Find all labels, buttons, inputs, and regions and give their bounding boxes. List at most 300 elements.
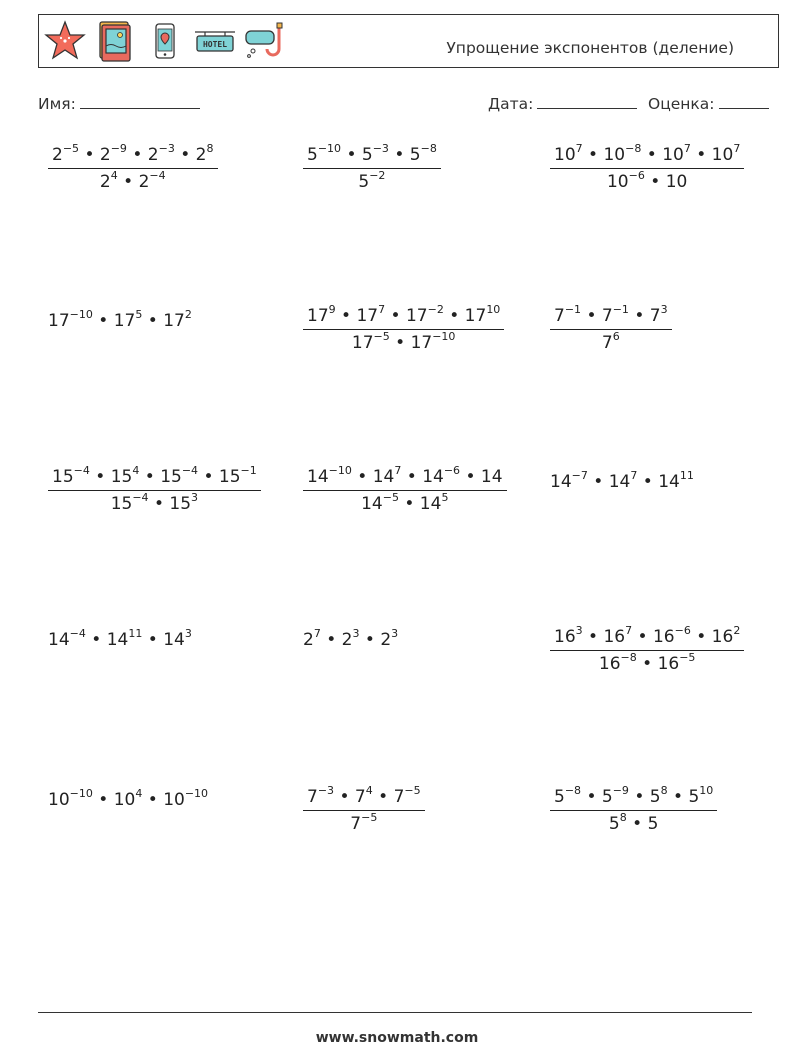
exponent: −4 [69, 627, 86, 640]
exponent: −6 [628, 169, 645, 182]
base: 10 [554, 145, 576, 165]
power-term [554, 624, 583, 647]
name-field [38, 95, 200, 113]
power-term [106, 627, 143, 650]
power-term [380, 627, 399, 650]
power-term [110, 491, 149, 514]
base: 14 [48, 630, 70, 650]
power-term [163, 627, 192, 650]
base: 10 [113, 790, 136, 810]
exponent: −3 [372, 142, 389, 155]
power-term [48, 308, 93, 331]
exponent: −5 [361, 811, 378, 824]
denominator [303, 491, 507, 514]
base: 10 [662, 145, 684, 165]
base: 14 [422, 467, 444, 487]
base: 14 [419, 494, 442, 514]
power-term [350, 811, 378, 834]
base: 15 [218, 467, 241, 487]
starfish-icon [43, 19, 87, 63]
multiply-dot: • [587, 472, 609, 492]
fraction [303, 464, 507, 514]
multiply-dot: • [142, 790, 164, 810]
multiply-dot: • [79, 145, 100, 165]
product-expression [48, 787, 209, 810]
denominator [550, 330, 672, 353]
power-term [361, 491, 399, 514]
multiply-dot: • [372, 787, 394, 807]
exponent: −1 [612, 303, 629, 316]
exponent: 4 [135, 787, 143, 800]
multiply-dot: • [359, 630, 381, 650]
exponent: −8 [625, 142, 642, 155]
fraction [303, 142, 441, 192]
power-term [464, 303, 501, 326]
base: 16 [657, 654, 680, 674]
exponent: 3 [660, 303, 668, 316]
footer-divider [38, 1012, 752, 1013]
base: 5 [647, 814, 659, 834]
base: 5 [649, 787, 661, 807]
exponent: 7 [630, 469, 638, 482]
denominator [550, 169, 744, 192]
base: 5 [554, 787, 565, 807]
exponent: −9 [612, 784, 629, 797]
multiply-dot: • [644, 172, 666, 192]
name-label: Имя: [38, 95, 76, 113]
exponent: −8 [620, 651, 637, 664]
multiply-dot: • [628, 306, 650, 326]
multiply-dot: • [142, 311, 164, 331]
power-term [372, 464, 402, 487]
power-term [608, 469, 638, 492]
power-term [307, 784, 335, 807]
power-term [356, 303, 386, 326]
multiply-dot: • [690, 627, 712, 647]
fraction [48, 142, 218, 192]
denominator [303, 330, 504, 353]
multiply-dot: • [389, 333, 411, 353]
multiply-dot: • [174, 145, 196, 165]
multiply-dot: • [142, 630, 164, 650]
exponent: −9 [110, 142, 127, 155]
postcards-icon [93, 19, 137, 63]
exponent: −10 [184, 787, 209, 800]
problem-4 [48, 308, 192, 331]
multiply-dot: • [581, 306, 602, 326]
base: 5 [358, 172, 370, 192]
multiply-dot: • [92, 790, 114, 810]
exponent: 9 [328, 303, 336, 316]
denominator [303, 811, 425, 834]
problem-1 [48, 142, 218, 192]
power-term [409, 142, 437, 165]
multiply-dot: • [117, 172, 139, 192]
problem-8 [303, 464, 507, 514]
exponent: 4 [132, 464, 140, 477]
numerator [550, 624, 744, 651]
exponent: −5 [404, 784, 421, 797]
base: 14 [658, 472, 680, 492]
multiply-dot: • [460, 467, 481, 487]
base: 2 [99, 145, 111, 165]
exponent: 3 [191, 491, 199, 504]
power-term [608, 811, 627, 834]
exponent: −10 [317, 142, 342, 155]
fraction [550, 624, 744, 674]
base: 17 [113, 311, 136, 331]
numerator [303, 303, 504, 330]
multiply-dot: • [85, 630, 107, 650]
fraction [550, 784, 717, 834]
base: 7 [354, 787, 366, 807]
base: 17 [48, 311, 70, 331]
exponent: −4 [73, 464, 90, 477]
base: 7 [350, 814, 362, 834]
power-term [110, 464, 140, 487]
exponent: 7 [733, 142, 741, 155]
exponent: 3 [352, 627, 360, 640]
exponent: −4 [132, 491, 149, 504]
power-term [307, 142, 342, 165]
problem-9 [550, 469, 694, 492]
grade-field [648, 95, 769, 113]
power-term [99, 142, 127, 165]
power-term [160, 464, 199, 487]
product-expression [303, 627, 399, 650]
exponent: −7 [571, 469, 588, 482]
multiply-dot: • [334, 787, 355, 807]
power-term [341, 627, 360, 650]
base: 14 [307, 467, 329, 487]
exponent: 7 [683, 142, 691, 155]
base: 5 [307, 145, 318, 165]
problem-7 [48, 464, 261, 514]
base: 2 [303, 630, 314, 650]
numerator [550, 303, 672, 330]
exponent: −4 [149, 169, 166, 182]
base: 16 [598, 654, 621, 674]
multiply-dot: • [626, 814, 648, 834]
power-term [405, 303, 444, 326]
power-term [303, 627, 321, 650]
base: 14 [163, 630, 185, 650]
numerator [303, 464, 507, 491]
multiply-dot: • [351, 467, 373, 487]
power-term [422, 464, 461, 487]
power-term [601, 330, 620, 353]
base: 14 [106, 630, 129, 650]
multiply-dot: • [320, 630, 342, 650]
base: 7 [307, 787, 318, 807]
exponent: 10 [699, 784, 714, 797]
multiply-dot: • [335, 306, 357, 326]
exponent: 3 [575, 624, 583, 637]
fraction [550, 142, 744, 192]
fraction [303, 784, 425, 834]
base: 17 [163, 311, 185, 331]
power-term [711, 142, 741, 165]
worksheet-title: Упрощение экспонентов (деление) [446, 39, 734, 57]
power-term [649, 303, 668, 326]
power-term [48, 627, 86, 650]
multiply-dot: • [388, 145, 410, 165]
power-term [554, 784, 582, 807]
base: 5 [608, 814, 620, 834]
denominator [48, 169, 218, 192]
base: 17 [405, 306, 428, 326]
exponent: 5 [135, 308, 143, 321]
base: 15 [52, 467, 74, 487]
power-term [662, 142, 691, 165]
base: 17 [351, 333, 374, 353]
power-term [603, 142, 642, 165]
exponent: 2 [184, 308, 192, 321]
fraction [303, 303, 504, 353]
power-term [99, 169, 118, 192]
exponent: −5 [382, 491, 399, 504]
power-term [550, 469, 588, 492]
multiply-dot: • [636, 654, 658, 674]
multiply-dot: • [637, 472, 659, 492]
date-blank[interactable] [537, 95, 637, 109]
power-term [393, 784, 421, 807]
power-term [648, 814, 659, 834]
fraction [48, 464, 261, 514]
multiply-dot: • [581, 787, 602, 807]
problem-13 [48, 787, 209, 810]
base: 16 [554, 627, 576, 647]
power-term [419, 491, 449, 514]
date-field [488, 95, 637, 113]
exponent: 11 [128, 627, 143, 640]
worksheet-header [38, 14, 779, 68]
footer-url: www.snowmath.com [315, 1030, 479, 1046]
exponent: −10 [328, 464, 352, 477]
problem-15 [550, 784, 717, 834]
multiply-dot: • [89, 467, 111, 487]
header-icons [43, 19, 287, 63]
fraction [550, 303, 672, 353]
exponent: −8 [564, 784, 582, 797]
problem-5 [303, 303, 504, 353]
product-expression [550, 469, 694, 492]
base: 14 [480, 467, 503, 487]
power-term [711, 624, 741, 647]
base: 2 [52, 145, 63, 165]
exponent: 7 [394, 464, 402, 477]
exponent: −3 [317, 784, 335, 797]
base: 2 [341, 630, 353, 650]
power-term [598, 651, 637, 674]
grade-label: Оценка: [648, 95, 715, 113]
power-term [351, 330, 390, 353]
exponent: −4 [181, 464, 199, 477]
exponent: 7 [378, 303, 386, 316]
power-term [354, 784, 373, 807]
base: 16 [603, 627, 626, 647]
power-term [554, 142, 583, 165]
exponent: 3 [184, 627, 192, 640]
power-term [163, 787, 209, 810]
numerator [303, 142, 441, 169]
base: 7 [554, 306, 565, 326]
phone-location-icon [143, 19, 187, 63]
exponent: −5 [373, 330, 390, 343]
multiply-dot: • [582, 145, 604, 165]
power-term [113, 787, 143, 810]
power-term [361, 142, 389, 165]
exponent: −2 [369, 169, 386, 182]
exponent: 8 [660, 784, 668, 797]
exponent: −10 [432, 330, 456, 343]
numerator [550, 784, 717, 811]
base: 17 [356, 306, 379, 326]
base: 10 [665, 172, 688, 192]
base: 15 [110, 467, 133, 487]
snorkel-mask-icon [243, 19, 287, 63]
base: 14 [372, 467, 395, 487]
product-expression [48, 308, 192, 331]
exponent: −8 [420, 142, 437, 155]
base: 5 [601, 787, 613, 807]
grade-blank[interactable] [719, 95, 769, 109]
power-term [138, 169, 166, 192]
exponent: 6 [612, 330, 620, 343]
power-term [307, 303, 336, 326]
multiply-dot: • [385, 306, 406, 326]
exponent: 10 [486, 303, 501, 316]
exponent: 7 [575, 142, 583, 155]
denominator [48, 491, 261, 514]
exponent: −10 [69, 308, 93, 321]
base: 7 [601, 333, 613, 353]
multiply-dot: • [341, 145, 362, 165]
exponent: 4 [110, 169, 118, 182]
base: 5 [688, 787, 700, 807]
base: 17 [464, 306, 487, 326]
power-term [169, 491, 199, 514]
power-term [307, 464, 352, 487]
exponent: 11 [679, 469, 694, 482]
multiply-dot: • [126, 145, 148, 165]
base: 7 [601, 306, 613, 326]
svg-text:HOTEL: HOTEL [202, 40, 228, 49]
exponent: 5 [441, 491, 449, 504]
exponent: −6 [674, 624, 691, 637]
numerator [550, 142, 744, 169]
power-term [195, 142, 214, 165]
power-term [658, 469, 694, 492]
multiply-dot: • [582, 627, 604, 647]
base: 14 [550, 472, 572, 492]
power-term [147, 142, 175, 165]
hotel-sign-icon [193, 19, 237, 63]
base: 16 [652, 627, 675, 647]
numerator [48, 464, 261, 491]
multiply-dot: • [401, 467, 423, 487]
denominator [550, 651, 744, 674]
base: 14 [361, 494, 383, 514]
exponent: 8 [206, 142, 214, 155]
power-term [410, 330, 456, 353]
power-term [218, 464, 257, 487]
problem-11 [303, 627, 399, 650]
base: 17 [307, 306, 329, 326]
multiply-dot: • [632, 627, 653, 647]
base: 2 [380, 630, 392, 650]
exponent: −1 [240, 464, 257, 477]
base: 7 [649, 306, 661, 326]
power-term [657, 651, 696, 674]
power-term [666, 172, 688, 192]
power-term [601, 303, 629, 326]
base: 2 [138, 172, 150, 192]
multiply-dot: • [398, 494, 420, 514]
product-expression [48, 627, 192, 650]
problem-2 [303, 142, 441, 192]
base: 5 [409, 145, 421, 165]
multiply-dot: • [628, 787, 650, 807]
exponent: −2 [427, 303, 444, 316]
name-blank[interactable] [80, 95, 200, 109]
date-label: Дата: [488, 95, 534, 113]
base: 2 [99, 172, 111, 192]
denominator [303, 169, 441, 192]
multiply-dot: • [443, 306, 465, 326]
exponent: 2 [733, 624, 741, 637]
denominator [550, 811, 717, 834]
power-term [113, 308, 143, 331]
base: 10 [606, 172, 629, 192]
base: 14 [608, 472, 631, 492]
base: 16 [711, 627, 734, 647]
multiply-dot: • [92, 311, 114, 331]
power-term [601, 784, 629, 807]
exponent: 7 [625, 624, 633, 637]
power-term [554, 303, 582, 326]
exponent: −1 [564, 303, 582, 316]
exponent: 3 [391, 627, 399, 640]
base: 5 [361, 145, 373, 165]
multiply-dot: • [139, 467, 161, 487]
problem-12 [550, 624, 744, 674]
multiply-dot: • [148, 494, 170, 514]
power-term [52, 464, 90, 487]
power-term [603, 624, 633, 647]
base: 2 [147, 145, 159, 165]
power-term [606, 169, 645, 192]
exponent: −5 [679, 651, 696, 664]
exponent: 8 [619, 811, 627, 824]
exponent: −6 [443, 464, 461, 477]
base: 10 [163, 790, 185, 810]
exponent: −10 [69, 787, 93, 800]
power-term [652, 624, 691, 647]
problem-6 [550, 303, 672, 353]
power-term [481, 467, 503, 487]
base: 2 [195, 145, 207, 165]
problem-14 [303, 784, 425, 834]
base: 15 [169, 494, 192, 514]
multiply-dot: • [198, 467, 219, 487]
power-term [688, 784, 714, 807]
power-term [52, 142, 80, 165]
base: 10 [711, 145, 734, 165]
multiply-dot: • [667, 787, 689, 807]
base: 10 [603, 145, 626, 165]
base: 7 [393, 787, 405, 807]
